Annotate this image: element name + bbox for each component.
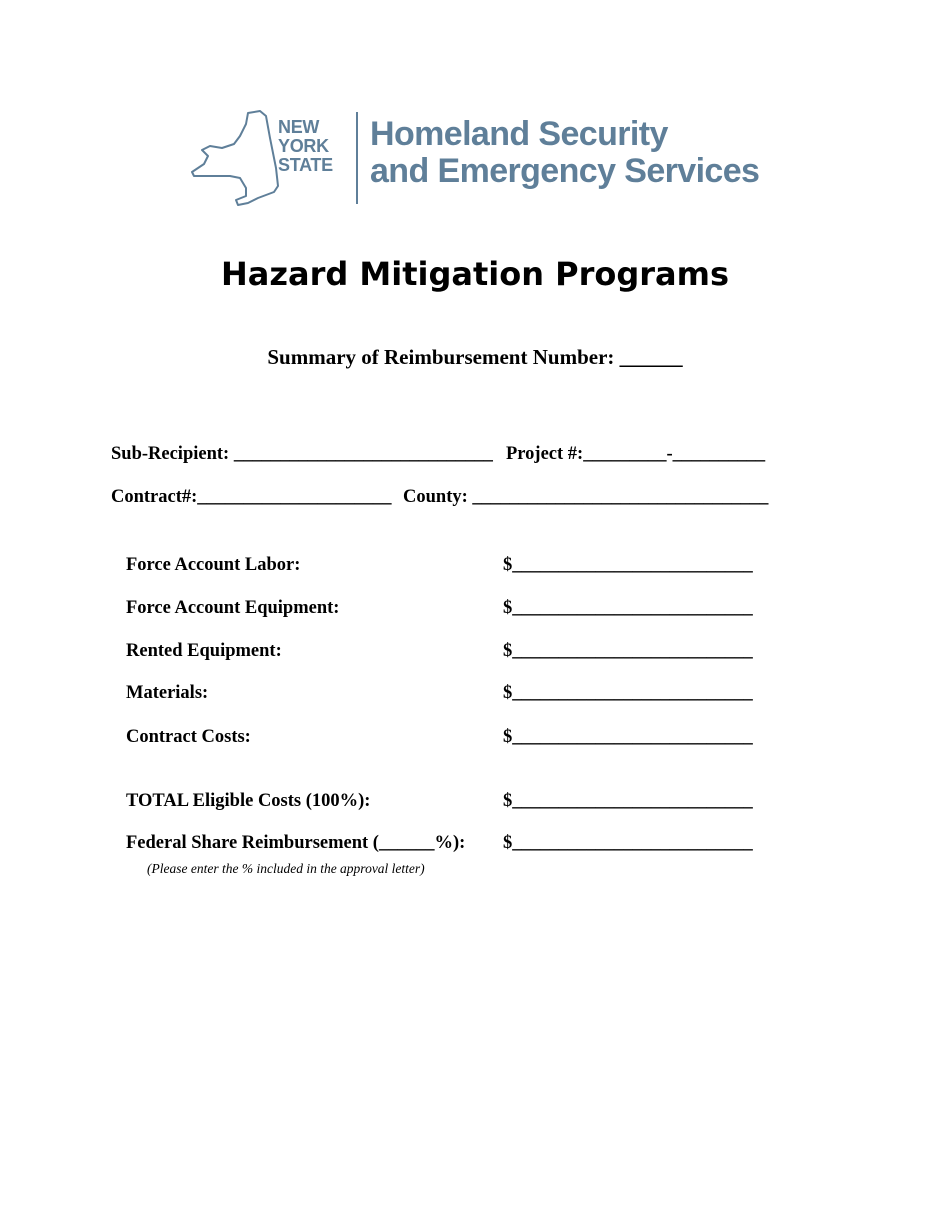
total-eligible-costs-label: TOTAL Eligible Costs (100%):: [126, 791, 371, 811]
contract-costs-amount[interactable]: $__________________________: [503, 727, 753, 747]
reimbursement-number-field[interactable]: Summary of Reimbursement Number: ______: [267, 345, 683, 369]
force-account-equipment-amount[interactable]: $__________________________: [503, 598, 753, 618]
project-number-field[interactable]: Project #:_________-__________: [506, 444, 766, 464]
materials-amount[interactable]: $__________________________: [503, 683, 753, 703]
page-title: Hazard Mitigation Programs: [220, 255, 730, 293]
logo-org-name: Homeland Security and Emergency Services: [370, 115, 760, 190]
total-eligible-costs-amount[interactable]: $__________________________: [503, 791, 753, 811]
nys-dhses-logo: [190, 108, 770, 208]
materials-label: Materials:: [126, 683, 209, 703]
logo-divider: [356, 112, 358, 204]
force-account-equipment-label: Force Account Equipment:: [126, 598, 340, 618]
contract-number-field[interactable]: Contract#:_____________________: [111, 487, 392, 507]
contract-costs-label: Contract Costs:: [126, 727, 251, 747]
force-account-labor-amount[interactable]: $__________________________: [503, 555, 753, 575]
rented-equipment-amount[interactable]: $__________________________: [503, 641, 753, 661]
federal-share-amount[interactable]: $__________________________: [503, 833, 753, 853]
force-account-labor-label: Force Account Labor:: [126, 555, 301, 575]
logo-state-text: NEW YORK STATE: [278, 117, 333, 175]
county-field[interactable]: County: ________________________________: [403, 487, 769, 507]
federal-share-note: (Please enter the % included in the approval letter): [147, 861, 425, 876]
federal-share-label[interactable]: Federal Share Reimbursement (______%):: [126, 833, 466, 853]
rented-equipment-label: Rented Equipment:: [126, 641, 282, 661]
sub-recipient-field[interactable]: Sub-Recipient: ____________________________: [111, 444, 493, 464]
new-york-state-map-icon: [190, 108, 280, 208]
